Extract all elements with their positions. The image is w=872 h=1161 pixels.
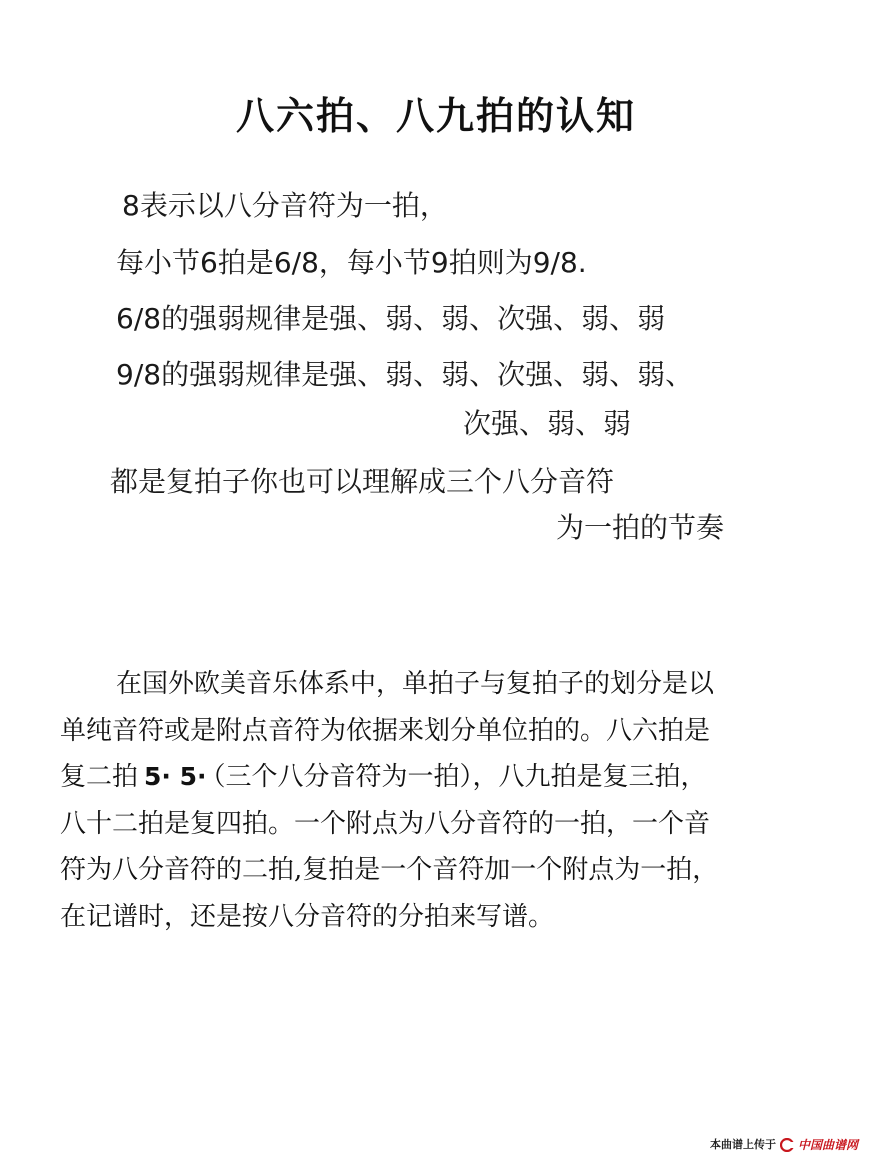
dotted-note-notation: 5· 5· [144, 762, 207, 791]
paragraph-line-3-end: （三个八分音符为一拍），八九拍是复三拍， [212, 762, 707, 792]
note-line-5: 次强、弱、弱 [463, 407, 632, 440]
paragraph-line-5: 符为八分音符的二拍,复拍是一个音符加一个附点为一拍， [60, 855, 719, 885]
note-line-6: 都是复拍子你也可以理解成三个八分音符 [110, 465, 615, 498]
paragraph-line-2: 单纯音符或是附点音符为依据来划分单位拍的。八六拍是 [60, 715, 711, 746]
paragraph-line-6: 在记谱时，还是按八分音符的分拍来写谱。 [60, 901, 555, 932]
body-paragraph [60, 661, 820, 940]
note-line-1: 8表示以八分音符为一拍， [122, 189, 448, 222]
site-logo-icon [780, 1137, 794, 1151]
note-line-4: 9/8的强弱规律是强、弱、弱、次强、弱、弱、 [116, 358, 694, 391]
site-name[interactable]: 中国曲谱网 [797, 1137, 858, 1152]
note-line-3: 6/8的强弱规律是强、弱、弱、次强、弱、弱 [116, 302, 666, 335]
footer-watermark [710, 1133, 858, 1155]
upload-text: 本曲谱上传于 [709, 1138, 776, 1151]
paragraph-line-3-start: 复二拍 [60, 762, 139, 792]
paragraph-line-4: 八十二拍是复四拍。一个附点为八分音符的一拍，一个音 [60, 808, 711, 839]
page-title: 八六拍、八九拍的认知 [235, 94, 636, 138]
note-line-7: 为一拍的节奏 [556, 511, 725, 544]
note-line-2: 每小节6拍是6/8，每小节9拍则为9/8. [116, 246, 587, 279]
paragraph-line-3 [60, 754, 820, 801]
paragraph-line-1: 在国外欧美音乐体系中，单拍子与复拍子的划分是以 [116, 669, 715, 699]
